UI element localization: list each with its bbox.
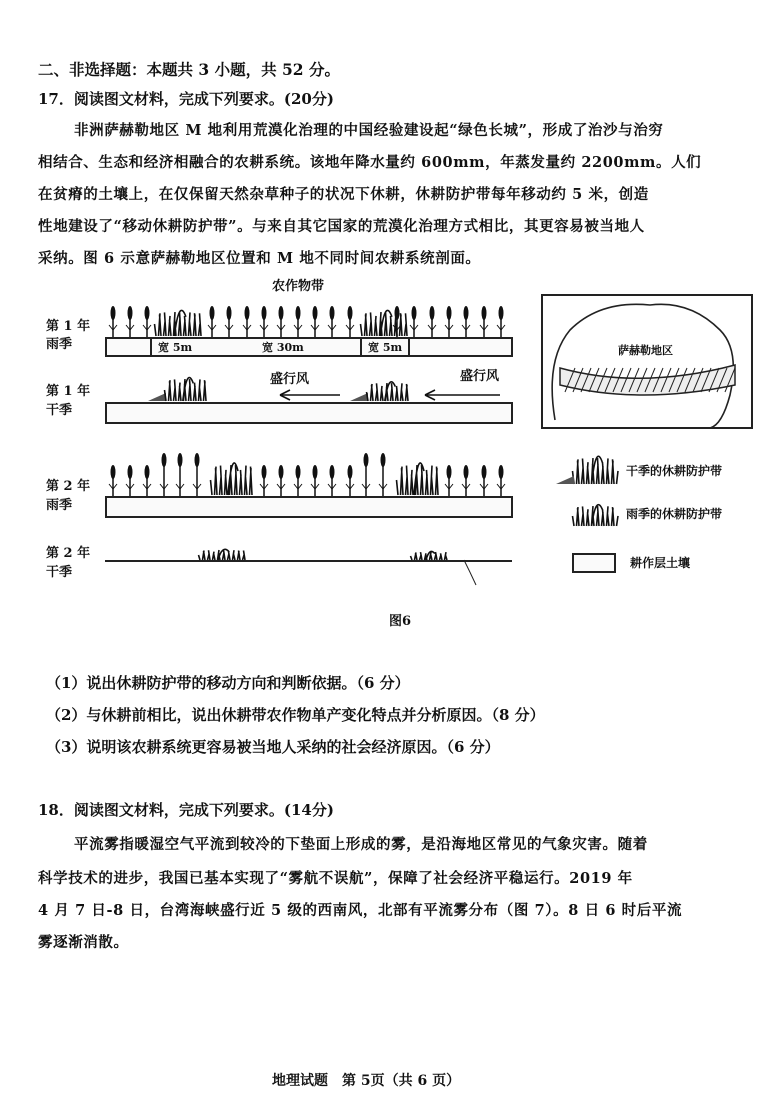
sand-wedge [350,393,368,401]
row-season-label: 干季 [46,565,73,580]
crop-plant-icon [462,306,470,337]
crop-plant-icon [126,465,134,496]
wind-label: 盛行风 [270,372,310,387]
crop-plant-icon [379,453,387,496]
q18-paragraph-line: 平流雾指暖湿空气平流到较冷的下垫面上形成的雾，是沿海地区常见的气象灾害。随着 [74,836,648,853]
q18-paragraph-line: 雾逐渐消散。 [38,934,129,951]
fallow-strip-rainy [361,310,408,336]
fallow-strip-rainy [397,463,439,495]
crop-plant-icon [346,465,354,496]
legend-label-soil: 耕作层土壤 [630,556,691,570]
crop-plant-icon [243,306,251,337]
crop-plant-icon [294,465,302,496]
crop-plant-icon [328,306,336,337]
crop-plant-icon [176,453,184,496]
row-year-label: 第 2 年 [46,479,91,494]
crop-plant-icon [225,306,233,337]
crop-plant-icon [143,465,151,496]
width-label: 宽 5m [360,339,410,357]
row-season-label: 雨季 [46,498,73,513]
crop-plant-icon [480,306,488,337]
crop-plant-icon [445,465,453,496]
sand-wedge [148,393,166,401]
crop-plant-icon [311,306,319,337]
row-year-label: 第 1 年 [46,319,91,334]
sand-wedge [556,476,574,484]
row-season-label: 干季 [46,403,73,418]
crop-plant-icon [109,306,117,337]
crop-plant-icon [346,306,354,337]
fallow-strip-dry [367,382,409,401]
row-season-label: 雨季 [46,337,73,352]
width-label: 宽 30m [262,341,304,354]
q18-title: 18．阅读图文材料，完成下列要求。(14分) [38,801,334,819]
legend-label-dry-fallow: 干季的休耕防护带 [626,464,723,478]
crop-plant-icon [497,306,505,337]
q17-paragraph-line: 在贫瘠的土壤上，在仅保留天然杂草种子的状况下休耕，休耕防护带每年移动约 5 米，创造 [38,186,649,203]
width-label: 宽 5m [150,339,192,357]
crop-plant-icon [428,306,436,337]
legend-soil-swatch [572,553,616,573]
q17-paragraph-line: 相结合、生态和经济相融合的农耕系统。该地年降水量约 600mm，年蒸发量约 2200mm。人们 [38,154,702,171]
crop-plant-icon [277,465,285,496]
crop-plant-icon [143,306,151,337]
crop-plant-icon [260,306,268,337]
legend-rainy-fallow-icon [573,505,619,526]
page-footer: 地理试题 第 5页（共 6 页） [272,1073,461,1089]
q18-paragraph-line: 4 月 7 日-8 日，台湾海峡盛行近 5 级的西南风，北部有平流雾分布（图 7）。8 日 6 时后平流 [38,902,683,919]
question-1: （1）说出休耕防护带的移动方向和判断依据。（6 分） [46,674,410,692]
fallow-strip-dry [411,551,448,560]
map-region-label: 萨赫勒地区 [618,344,673,357]
figure-caption: 图6 [389,614,412,629]
q17-paragraph-line: 采纳。图 6 示意萨赫勒地区位置和 M 地不同时间农耕系统剖面。 [38,250,481,267]
ground-crack [464,560,476,585]
crop-band-label: 农作物带 [272,279,325,294]
crop-plant-icon [362,453,370,496]
crop-plant-icon [445,306,453,337]
fallow-strip-dry [165,378,207,401]
crop-plant-icon [497,465,505,496]
crop-plant-icon [126,306,134,337]
crop-plant-icon [160,453,168,496]
wind-label: 盛行风 [460,369,500,384]
crop-plant-icon [109,465,117,496]
legend-dry-fallow-icon [573,456,619,484]
fallow-strip-dry [199,549,246,560]
fallow-strip-rainy [155,310,202,336]
crop-plant-icon [328,465,336,496]
question-2: （2）与休耕前相比，说出休耕带农作物单产变化特点并分析原因。（8 分） [46,706,545,724]
fallow-strip-rainy [211,463,253,495]
crop-plant-icon [277,306,285,337]
row-year-label: 第 1 年 [46,384,91,399]
crop-plant-icon [208,306,216,337]
crop-plant-icon [193,453,201,496]
question-3: （3）说明该农耕系统更容易被当地人采纳的社会经济原因。（6 分） [46,738,500,756]
q17-paragraph-line: 非洲萨赫勒地区 M 地利用荒漠化治理的中国经验建设起“绿色长城”，形成了治沙与治穷 [74,122,664,139]
crop-plant-icon [311,465,319,496]
crop-plant-icon [294,306,302,337]
row-year-label: 第 2 年 [46,546,91,561]
section-title: 二、非选择题：本题共 3 小题，共 52 分。 [38,60,340,79]
q17-paragraph-line: 性地建设了“移动休耕防护带”。与来自其它国家的荒漠化治理方式相比，其更容易被当地人 [38,218,645,235]
crop-plant-icon [462,465,470,496]
crop-plant-icon [410,306,418,337]
crop-plant-icon [260,465,268,496]
crop-plant-icon [480,465,488,496]
q18-paragraph-line: 科学技术的进步，我国已基本实现了“雾航不误航”，保障了社会经济平稳运行。2019 年 [38,870,633,887]
q17-title: 17．阅读图文材料，完成下列要求。(20分) [38,90,334,108]
legend-label-rainy-fallow: 雨季的休耕防护带 [626,507,723,521]
map-frame [542,295,752,428]
